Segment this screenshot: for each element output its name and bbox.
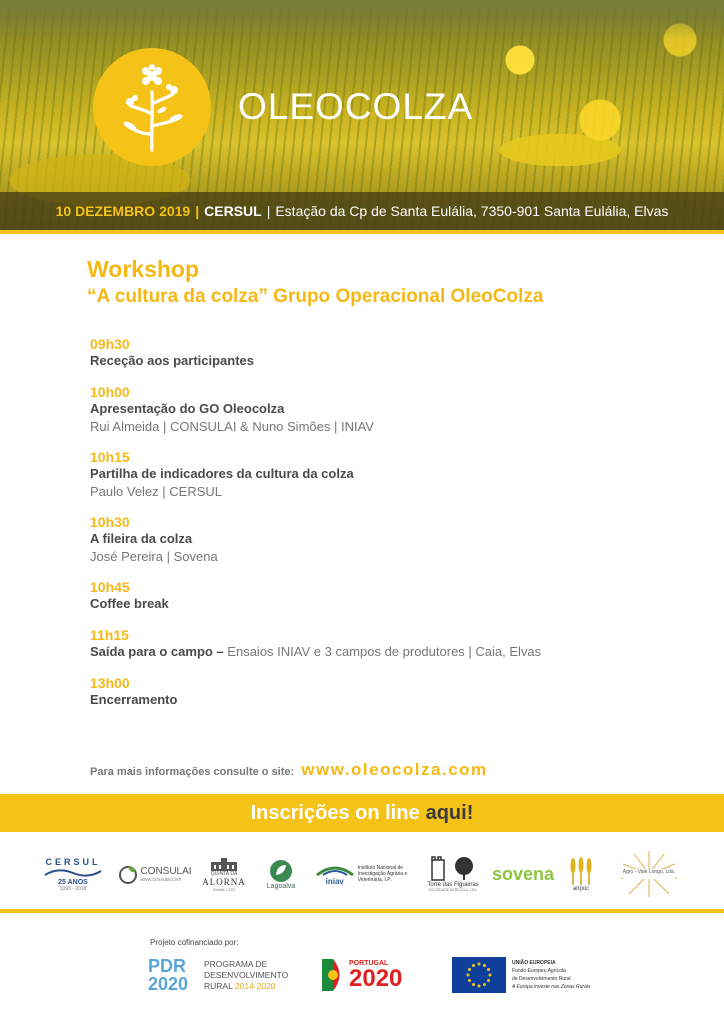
cofinancing-label: Projeto cofinanciado por: — [150, 938, 239, 947]
wheat-icon — [568, 856, 594, 886]
iniav-line1: Instituto Nacional de — [357, 865, 404, 871]
anpoc-name: anpoc — [572, 886, 590, 892]
agenda-list — [90, 336, 690, 723]
iniav-line3: Veterinária, I.P. — [357, 877, 392, 883]
agenda-time: 10h15 — [90, 449, 130, 465]
registration-text: Inscrições on line — [250, 801, 420, 824]
website-link[interactable]: www.oleocolza.com — [301, 760, 488, 779]
agenda-time: 13h00 — [90, 675, 130, 691]
agenda-item — [90, 579, 690, 613]
agenda-time: 09h30 — [90, 336, 130, 352]
torre-sub: SOCIEDADE AGRÍCOLA, LDA. — [428, 888, 478, 892]
agenda-title-main: Saída para o campo – — [90, 644, 224, 659]
portugal-label: PORTUGAL — [349, 959, 389, 967]
pdr-years: 2014-2020 — [234, 980, 276, 991]
torre-name: Torre das Figueiras — [427, 882, 479, 888]
eu-logo — [452, 952, 602, 998]
alorna-logo — [198, 846, 250, 902]
torre-figueiras-logo — [418, 846, 488, 902]
page-subheading: “A cultura da colza” Grupo Operacional OleoColza — [87, 286, 544, 307]
agenda-speakers: José Pereira | Sovena — [90, 549, 218, 564]
bottom-divider — [0, 909, 724, 913]
hero-sky — [0, 0, 724, 40]
agenda-time: 11h15 — [90, 627, 129, 643]
agenda-item — [90, 514, 690, 565]
event-date: 10 DEZEMBRO 2019 — [55, 203, 191, 219]
pdr-line2: DESENVOLVIMENTO — [204, 969, 289, 980]
sovena-logo — [488, 846, 558, 902]
alorna-name: ALORNA — [202, 876, 246, 887]
eu-title: UNIÃO EUROPEIA — [512, 960, 556, 966]
consulai-leaf-icon — [118, 864, 138, 884]
agenda-item — [90, 675, 690, 709]
alorna-top: QUINTA DA — [210, 870, 238, 877]
agenda-title: Coffee break — [90, 596, 169, 611]
lagoalva-leaf-icon — [269, 859, 293, 883]
cersul-years: 1993 - 2018 — [59, 885, 87, 892]
iniav-name: iniav — [325, 876, 344, 886]
agenda-time: 10h00 — [90, 384, 130, 400]
event-info-bar — [0, 192, 724, 230]
agenda-item — [90, 384, 690, 435]
agenda-item — [90, 336, 690, 370]
rapeseed-flower-logo — [93, 48, 211, 166]
separator: | — [266, 203, 271, 219]
agenda-title — [90, 643, 690, 661]
more-info-line — [90, 760, 488, 780]
agenda-speakers: Rui Almeida | CONSULAI & Nuno Simões | INIAV — [90, 419, 374, 434]
lagoalva-name: Lagoalva — [266, 882, 296, 890]
cersul-anniversary: 25 ANOS — [58, 878, 88, 886]
agenda-title: Receção aos participantes — [90, 353, 255, 368]
pdr2020-logo — [148, 952, 308, 998]
sovena-name: sovena — [491, 863, 555, 884]
agenda-title: Apresentação do GO Oleocolza — [90, 401, 285, 416]
pdr-line1: PROGRAMA DE — [204, 958, 268, 969]
portugal2020-logo — [320, 952, 440, 998]
vale-longo-logo — [612, 846, 686, 902]
eu-line1: Fundo Europeu Agrícola — [512, 968, 566, 974]
alorna-since: Desde 1723 — [213, 886, 235, 892]
top-divider — [0, 230, 724, 234]
consulai-name: CONSULAI — [140, 865, 192, 877]
page-heading: Workshop — [87, 256, 200, 282]
separator: | — [195, 203, 200, 219]
anpoc-logo — [564, 846, 598, 902]
eu-flag-icon — [452, 957, 506, 993]
partner-logos — [38, 846, 690, 902]
eu-line3: A Europa investe nas Zonas Rurais — [512, 984, 591, 990]
tower-tree-icon — [426, 856, 480, 882]
portugal-number: 2020 — [349, 964, 403, 992]
agenda-item — [90, 449, 690, 500]
alorna-building-icon — [209, 857, 239, 871]
more-info-text: Para mais informações consulte o site: — [90, 766, 295, 778]
eu-line2: de Desenvolvimento Rural — [512, 976, 571, 982]
brand-title: OLEOCOLZA — [238, 86, 474, 127]
lagoalva-logo — [258, 846, 304, 902]
agenda-speakers: Paulo Velez | CERSUL — [90, 484, 222, 499]
registration-bar — [0, 794, 724, 832]
agenda-time: 10h30 — [90, 514, 130, 530]
pdr-line3: RURAL — [204, 980, 233, 991]
consulai-url: www.consulai.com — [140, 876, 182, 883]
rapeseed-flower-icon — [117, 62, 187, 152]
event-venue: CERSUL — [204, 203, 262, 219]
portugal-flag-icon — [320, 957, 346, 993]
hero-banner — [0, 0, 724, 232]
consulai-logo — [116, 846, 194, 902]
agenda-title-detail: Ensaios INIAV e 3 campos de produtores | Caia, Elvas — [227, 644, 542, 659]
iniav-arc-icon — [315, 863, 355, 877]
agenda-title: Encerramento — [90, 692, 178, 707]
agenda-title: A fileira da colza — [90, 531, 193, 546]
agenda-item — [90, 627, 690, 661]
pdr-mark: PDR 2020 — [148, 956, 189, 994]
cersul-logo — [38, 846, 108, 902]
cersul-wave-icon — [43, 867, 103, 879]
cersul-name: CERSUL — [45, 856, 101, 867]
registration-link[interactable]: aqui! — [425, 801, 474, 824]
iniav-line2: Investigação Agrária e — [357, 871, 408, 877]
agenda-time: 10h45 — [90, 579, 130, 595]
event-address: Estação da Cp de Santa Eulália, 7350-901 Santa Eulália, Elvas — [275, 203, 669, 219]
vale-longo-name: Agro - Vale Longo, Lda. — [622, 869, 676, 875]
agenda-title: Partilha de indicadores da cultura da colza — [90, 466, 354, 481]
iniav-logo — [310, 846, 412, 902]
